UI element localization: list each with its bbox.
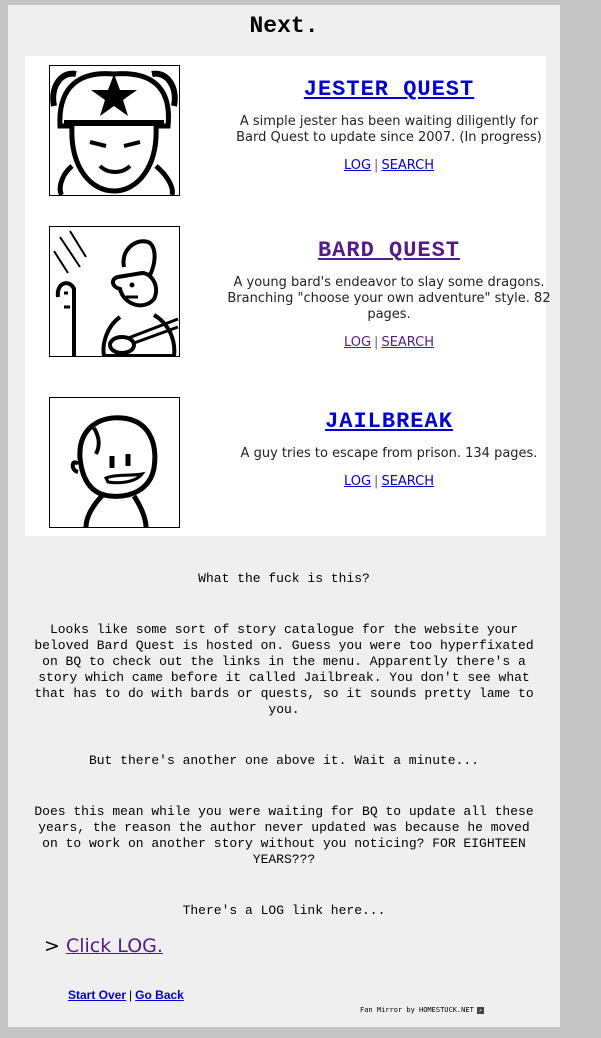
link-separator: | [374,158,379,173]
story-description: A young bard's endeavor to slay some dragons. Branching "choose your own adventure" style. 82 pages. [227,275,551,322]
footer-nav [68,988,184,1002]
story-info [199,65,579,173]
narrative-paragraph: But there's another one above it. Wait a minute... [88,753,480,768]
command-prompt: > [44,935,60,957]
log-link[interactable]: LOG [343,335,372,350]
story-title-link[interactable]: BARD QUEST [317,238,461,263]
credit-text: Fan Mirror by HOMESTUCK.NET [360,1006,474,1014]
go-back-link[interactable]: Go Back [135,988,184,1002]
story-item-bard-quest [49,226,551,358]
story-title-link[interactable]: JESTER QUEST [303,77,475,102]
story-links [199,335,579,350]
story-description: A guy tries to escape from prison. 134 pages. [240,446,538,461]
story-info [199,226,579,350]
log-link[interactable]: LOG [343,474,372,489]
narrative-paragraph: Does this mean while you were waiting for BQ to update all these years, the reason the author never updated was because he moved on to work on another story without you noticing? FOR EIGHTEEN YEARS??? [34,804,534,867]
story-title-link[interactable]: JAILBREAK [325,409,453,434]
narrative-text [34,571,534,954]
story-links [199,158,579,173]
log-link[interactable]: LOG [343,158,372,173]
story-links [199,474,579,489]
footer-separator: | [129,988,133,1002]
next-command [44,935,163,957]
jester-icon[interactable] [49,65,180,196]
fan-mirror-credit[interactable] [360,1006,484,1014]
story-item-jester-quest [49,65,546,197]
story-catalogue [25,56,551,536]
page-title: Next. [249,13,319,39]
bard-icon[interactable] [49,226,180,357]
story-description: A simple jester has been waiting diligently for Bard Quest to update since 2007. (In progress) [236,114,542,145]
story-item-jailbreak [49,397,546,529]
search-link[interactable]: SEARCH [381,474,435,489]
narrative-paragraph: Looks like some sort of story catalogue for the website your beloved Bard Quest is hosted on. Guess you were too hyperfixated on BQ to check out the links in the menu. Apparently there's a story which came before it called Jailbreak. You don't see what that has to do with bards or quests, so it sounds pretty lame to you. [34,622,534,717]
search-link[interactable]: SEARCH [381,335,435,350]
narrative-paragraph: What the fuck is this? [198,571,370,586]
external-link-icon: ↗ [478,1006,483,1014]
link-separator: | [374,474,379,489]
start-over-link[interactable]: Start Over [68,988,127,1002]
narrative-paragraph: There's a LOG link here... [182,903,386,918]
page-frame [8,5,560,1027]
link-separator: | [374,335,379,350]
search-link[interactable]: SEARCH [381,158,435,173]
click-log-link[interactable]: Click LOG. [65,935,163,957]
story-info [199,397,579,489]
prisoner-icon[interactable] [49,397,180,528]
